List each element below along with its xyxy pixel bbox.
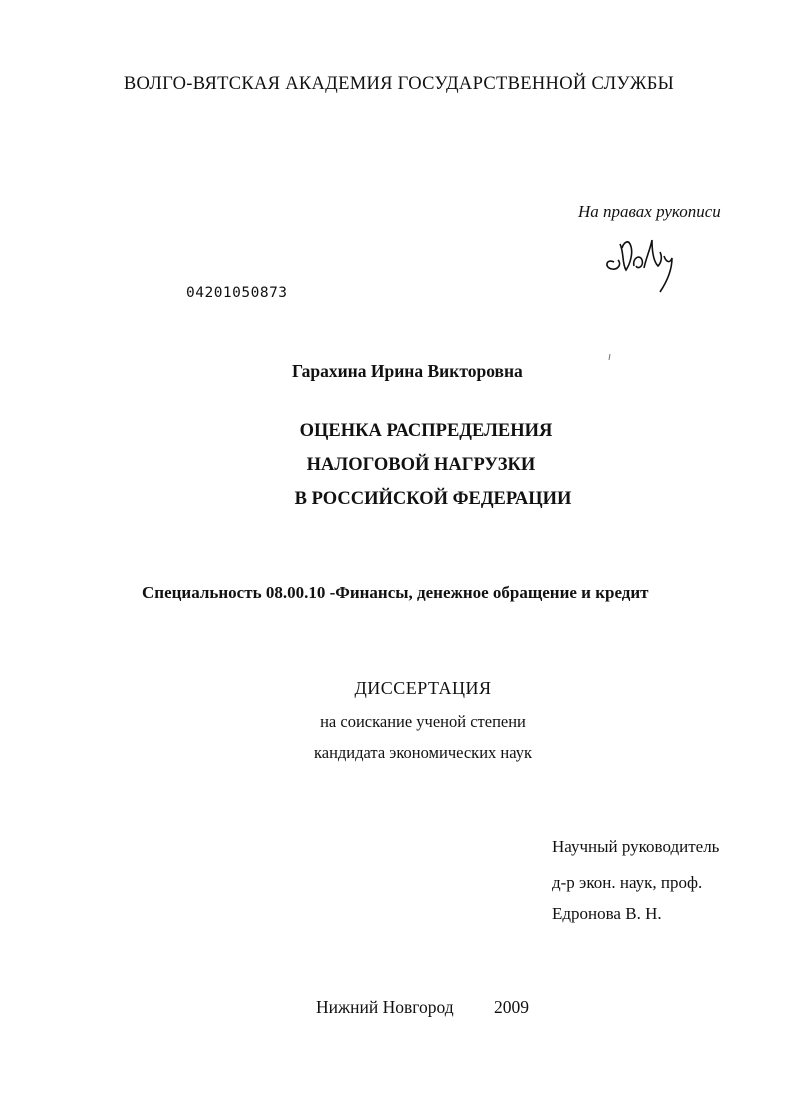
dissertation-title-line: НАЛОГОВОЙ НАГРУЗКИ <box>306 455 536 475</box>
degree-line: на соискание ученой степени <box>320 712 526 731</box>
degree-line: кандидата экономических наук <box>313 743 532 762</box>
scan-mark <box>608 347 611 353</box>
catalog-code: 04201050873 <box>186 285 288 301</box>
author-name: Гарахина Ирина Викторовна <box>292 361 523 381</box>
city: Нижний Новгород <box>316 997 454 1017</box>
institution-name: ВОЛГО-ВЯТСКАЯ АКАДЕМИЯ ГОСУДАРСТВЕННОЙ СЛУЖБЫ <box>123 74 675 94</box>
supervisor-role: Научный руководитель <box>552 837 720 856</box>
dissertation-type: ДИССЕРТАЦИЯ <box>354 678 492 698</box>
supervisor-name: Едронова В. Н. <box>552 904 662 923</box>
supervisor-degree: д-р экон. наук, проф. <box>552 873 703 892</box>
dissertation-title-line: ОЦЕНКА РАСПРЕДЕЛЕНИЯ <box>299 421 553 441</box>
specialty-line: Специальность 08.00.10 -Финансы, денежное обращение и кредит <box>142 583 649 602</box>
year: 2009 <box>494 997 529 1017</box>
dissertation-title-line: В РОССИЙСКОЙ ФЕДЕРАЦИИ <box>294 489 572 509</box>
author-signature <box>600 222 690 297</box>
manuscript-rights-note: На правах рукописи <box>578 202 721 221</box>
